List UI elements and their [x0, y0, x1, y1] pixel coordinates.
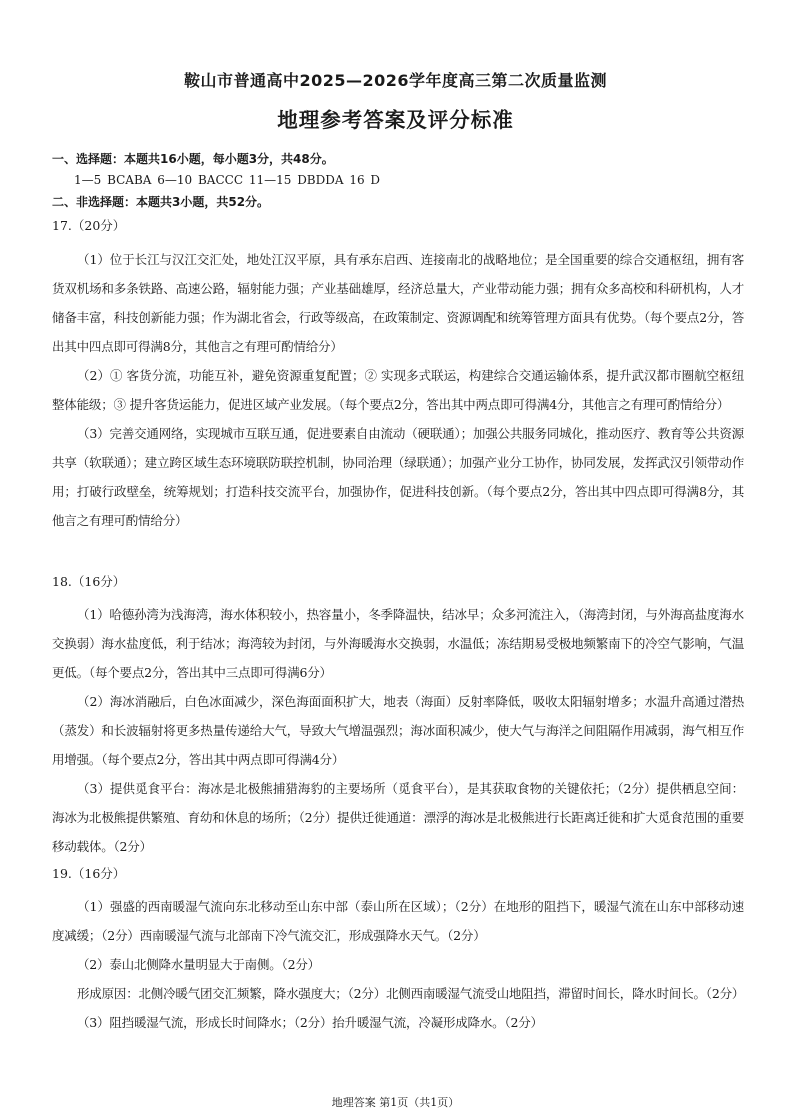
q19-part3: （3）阻挡暖湿气流，形成长时间降水；（2分）抬升暖湿气流，冷凝形成降水。（2分） [77, 1015, 543, 1030]
document-subtitle: 地理参考答案及评分标准 [277, 108, 514, 132]
part1-heading: 一、选择题：本题共16小题，每小题3分，共48分。 [52, 152, 334, 166]
exam-title: 鞍山市普通高中2025—2026学年度高三第二次质量监测 [183, 71, 608, 90]
question-17-number: 17.（20分） [52, 218, 126, 233]
question-19-answers [52, 892, 744, 1037]
part2-heading: 二、非选择题：本题共3小题，共52分。 [52, 195, 270, 209]
question-18-number: 18.（16分） [52, 574, 126, 589]
question-17-answers [52, 245, 744, 535]
q17-part3: （3）完善交通网络，实现城市互联互通，促进要素自由流动（硬联通）；加强公共服务同城化，推动医疗、教育等公共资源共享（软联通）；建立跨区域生态环境联防联控机制，协同治理（绿联通）；加强产业分工协作，协同发展，发挥武汉引领带动作用；打破行政壁垒，统筹规划；打造科技交流平台，加强协作，促进科技创新。（每个要点2分，答出其中四点即可得满8分，其他言之有理可酌情给分） [52, 426, 744, 528]
question-19-number: 19.（16分） [52, 866, 126, 881]
question-18-answers [52, 600, 744, 861]
q18-part1: （1）哈德孙湾为浅海湾，海水体积较小，热容量小，冬季降温快，结冰早；众多河流注入，（海湾封闭，与外海高盐度海水交换弱）海水盐度低，利于结冰；海湾较为封闭，与外海暖海水交换弱，水温低；冻结期易受极地频繁南下的冷空气影响，气温更低。（每个要点2分，答出其中三点即可得满6分） [52, 607, 744, 680]
q17-part1: （1）位于长江与汉江交汇处，地处江汉平原，具有承东启西、连接南北的战略地位；是全国重要的综合交通枢纽，拥有客货双机场和多条铁路、高速公路，辐射能力强；产业基础雄厚，经济总量大，产业带动能力强；拥有众多高校和科研机构，人才储备丰富，科技创新能力强；作为湖北省会，行政等级高，在政策制定、资源调配和统筹管理方面具有优势。（每个要点2分，答出其中四点即可得满8分，其他言之有理可酌情给分） [52, 252, 744, 354]
q17-part2: （2）① 客货分流，功能互补，避免资源重复配置；② 实现多式联运，构建综合交通运输体系，提升武汉都市圈航空枢纽整体能级；③ 提升客货运能力，促进区域产业发展。（每个要点2分，答出其中两点即可得满4分，其他言之有理可酌情给分） [52, 368, 744, 412]
q19-part1: （1）强盛的西南暖湿气流向东北移动至山东中部（泰山所在区域）；（2分）在地形的阻挡下，暖湿气流在山东中部移动速度减缓；（2分）西南暖湿气流与北部南下冷气流交汇，形成强降水天气。（2分） [52, 899, 744, 943]
q18-part3: （3）提供觅食平台：海冰是北极熊捕猎海豹的主要场所（觅食平台），是其获取食物的关键依托；（2分）提供栖息空间：海冰为北极熊提供繁殖、育幼和休息的场所；（2分）提供迁徙通道：漂浮的海冰是北极熊进行长距离迁徙和扩大觅食范围的重要移动载体。（2分） [52, 781, 744, 854]
q18-part2: （2）海冰消融后，白色冰面减少，深色海面面积扩大，地表（海面）反射率降低，吸收太阳辐射增多；水温升高通过潜热（蒸发）和长波辐射将更多热量传递给大气，导致大气增温强烈；海冰面积减少，使大气与海洋之间阻隔作用减弱，海气相互作用增强。（每个要点2分，答出其中两点即可得满4分） [52, 694, 744, 767]
q19-part2: （2）泰山北侧降水量明显大于南侧。（2分） [77, 957, 320, 972]
choice-answers: 1—5 BCABA 6—10 BACCC 11—15 DBDDA 16 D [74, 173, 381, 187]
q19-part2-reason: 形成原因：北侧冷暖气团交汇频繁，降水强度大；（2分）北侧西南暖湿气流受山地阻挡，滞留时间长，降水时间长。（2分） [77, 986, 745, 1001]
page-footer: 地理答案 第1页（共1页） [331, 1096, 460, 1109]
